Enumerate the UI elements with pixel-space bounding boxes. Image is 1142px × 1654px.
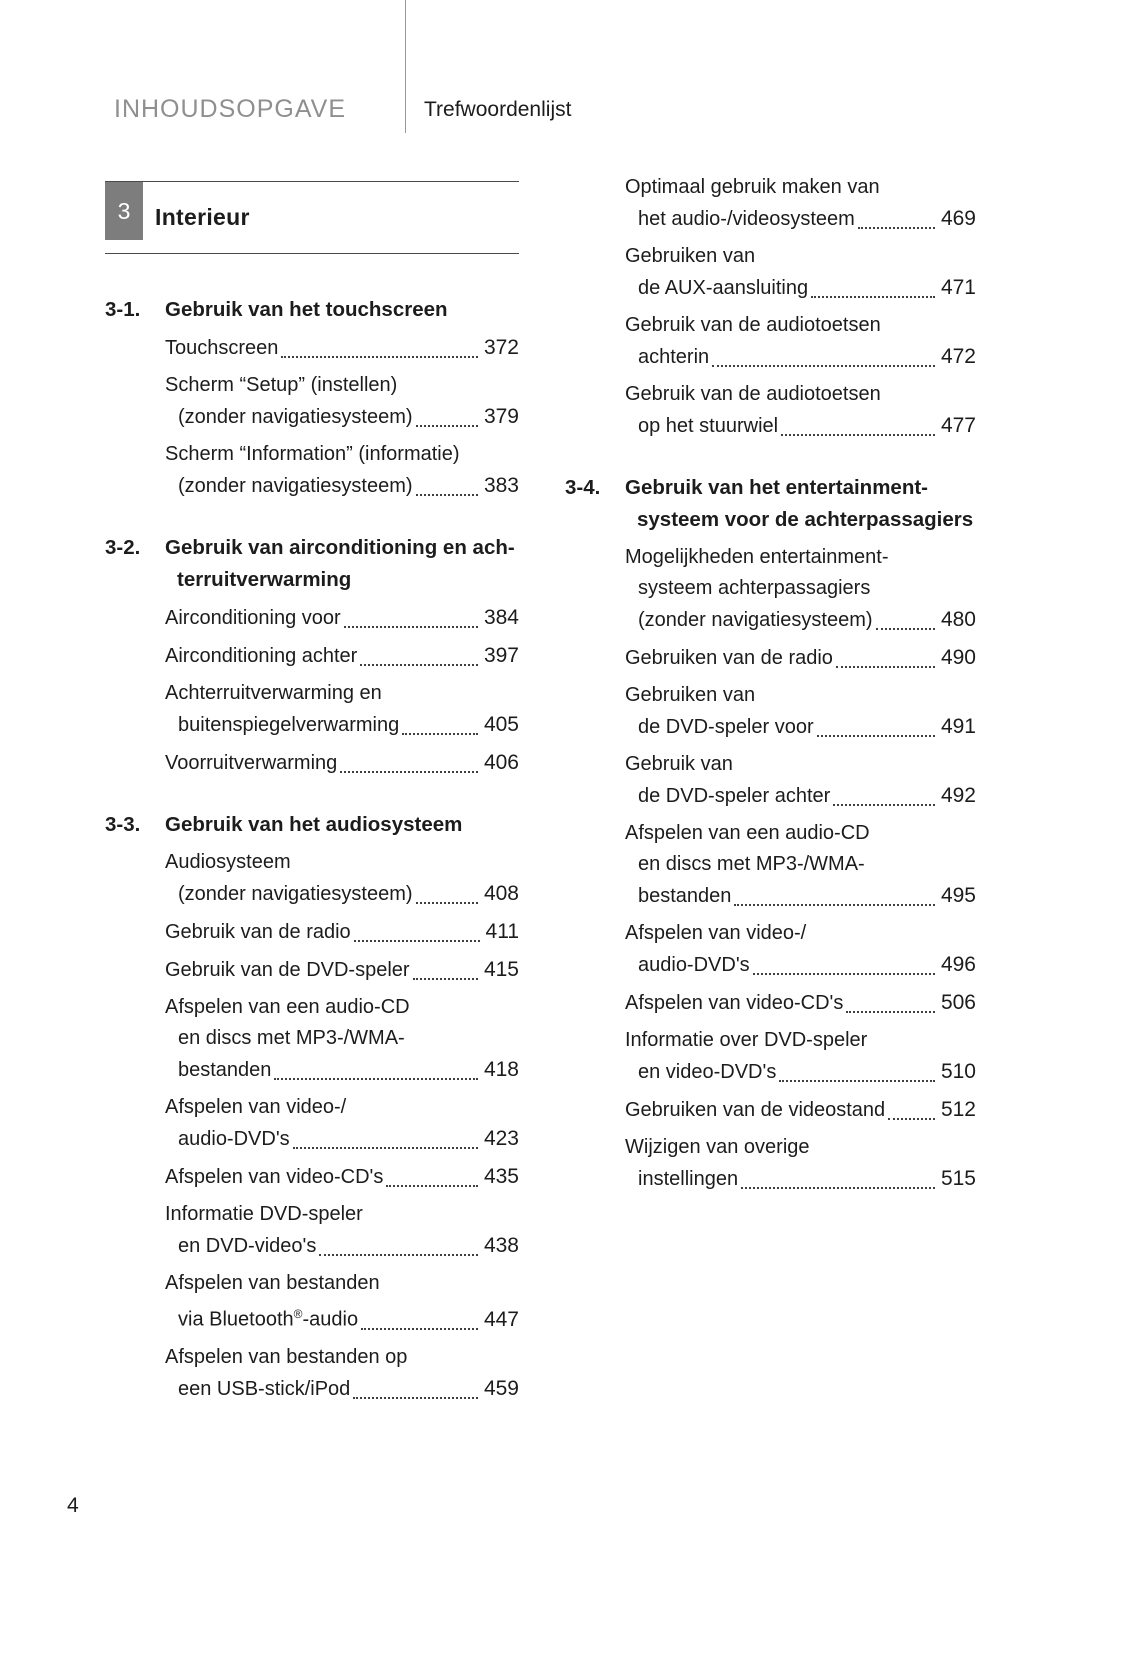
entry-text: de DVD-speler voor — [638, 716, 814, 738]
toc-section — [105, 294, 519, 502]
dot-leader — [846, 987, 935, 1013]
toc-entry — [165, 332, 519, 364]
toc-entry — [165, 439, 519, 502]
entry-text: via Bluetooth®-audio — [178, 1307, 359, 1331]
entry-text: de AUX-aansluiting — [638, 277, 809, 299]
toc-entry — [625, 680, 976, 743]
index-tab-label: Trefwoordenlijst — [424, 98, 572, 121]
dot-leader — [779, 1056, 935, 1082]
section-title-line: Gebruik van het audiosysteem — [165, 813, 463, 836]
entry-text: Informatie DVD-speler — [165, 1203, 363, 1225]
entry-line — [165, 370, 519, 401]
section-title — [165, 532, 515, 596]
dot-leader — [416, 401, 478, 427]
dot-leader — [416, 878, 478, 904]
entry-text: op het stuurwiel — [638, 415, 779, 437]
entry-page-number: 515 — [940, 1167, 976, 1190]
entry-text: en discs met MP3-/WMA- — [178, 1027, 405, 1049]
entry-page-number: 472 — [940, 345, 976, 368]
toc-entry — [165, 678, 519, 741]
toc-entry — [165, 1199, 519, 1262]
entry-text: Gebruiken van — [625, 684, 756, 706]
entry-text: achterin — [638, 346, 710, 368]
entry-text: en DVD-video's — [178, 1235, 317, 1257]
dot-leader — [281, 332, 478, 358]
toc-column-right — [565, 172, 976, 1201]
entry-text: Afspelen van video-/ — [165, 1096, 347, 1118]
entry-line — [638, 849, 976, 880]
entry-page-number: 510 — [940, 1060, 976, 1083]
entry-line — [625, 241, 976, 272]
entry-page-number: 372 — [483, 336, 519, 359]
toc-entry — [165, 602, 519, 634]
entry-line — [638, 410, 976, 442]
entry-page-number: 423 — [483, 1127, 519, 1150]
dot-leader — [353, 1373, 478, 1399]
entry-text: Audiosysteem — [165, 851, 291, 873]
entry-line — [165, 954, 519, 986]
toc-column-left — [105, 181, 519, 1411]
toc-entry — [625, 918, 976, 981]
entry-line — [165, 678, 519, 709]
dot-leader — [344, 602, 478, 628]
dot-leader — [416, 470, 478, 496]
dot-leader — [836, 642, 935, 668]
toc-entry — [625, 642, 976, 674]
entry-line — [625, 1025, 976, 1056]
dot-leader — [361, 1299, 478, 1330]
chapter-number-badge: 3 — [105, 182, 143, 240]
entry-line — [625, 749, 976, 780]
entry-text: en video-DVD's — [638, 1061, 777, 1083]
toc-entry — [165, 1342, 519, 1405]
section-number: 3-4. — [565, 476, 601, 499]
toc-entry — [625, 1025, 976, 1088]
section-title-line: Gebruik van airconditioning en ach- — [165, 536, 515, 559]
dot-leader — [274, 1054, 478, 1080]
entry-text: Airconditioning voor — [165, 607, 341, 629]
entry-text: buitenspiegelverwarming — [178, 714, 400, 736]
toc-entry — [165, 954, 519, 986]
entry-line — [178, 401, 519, 433]
toc-entry — [165, 747, 519, 779]
section-heading — [105, 809, 519, 841]
dot-leader — [386, 1161, 478, 1187]
entry-text: Gebruik van de DVD-speler — [165, 959, 410, 981]
entry-line — [638, 711, 976, 743]
entry-line — [165, 1092, 519, 1123]
toc-section — [105, 809, 519, 1405]
dot-leader — [876, 604, 935, 630]
section-number: 3-1. — [105, 298, 141, 321]
dot-leader — [741, 1163, 935, 1189]
entry-text: systeem achterpassagiers — [638, 577, 871, 599]
section-title — [165, 809, 462, 841]
entry-line — [638, 880, 976, 912]
toc-entry — [165, 847, 519, 910]
dot-leader — [833, 780, 935, 806]
entry-page-number: 512 — [940, 1098, 976, 1121]
section-heading — [105, 294, 519, 326]
entry-page-number: 435 — [483, 1165, 519, 1188]
dot-leader — [781, 410, 935, 436]
entry-line — [165, 747, 519, 779]
entry-page-number: 469 — [940, 207, 976, 230]
entry-line — [178, 1299, 519, 1336]
entry-page-number: 480 — [940, 608, 976, 631]
entry-line — [165, 1342, 519, 1373]
entry-line — [165, 992, 519, 1023]
toc-section — [105, 532, 519, 779]
toc-entry — [165, 1161, 519, 1193]
entry-page-number: 492 — [940, 784, 976, 807]
toc-entry — [625, 818, 976, 912]
entry-line — [625, 310, 976, 341]
header-divider — [405, 0, 406, 133]
section-title — [165, 294, 448, 326]
toc-entry — [625, 379, 976, 442]
entry-line — [165, 1268, 519, 1299]
entry-text: (zonder navigatiesysteem) — [178, 475, 413, 497]
toc-entry — [165, 640, 519, 672]
entry-text: Scherm “Information” (informatie) — [165, 443, 460, 465]
page-header-title: INHOUDSOPGAVE — [114, 95, 347, 123]
entry-line — [638, 949, 976, 981]
entry-text: Optimaal gebruik maken van — [625, 176, 880, 198]
entry-page-number: 491 — [940, 715, 976, 738]
dot-leader — [319, 1230, 478, 1256]
entry-line — [625, 172, 976, 203]
entry-page-number: 415 — [483, 958, 519, 981]
entry-page-number: 471 — [940, 276, 976, 299]
entry-text: een USB-stick/iPod — [178, 1377, 351, 1400]
entry-text: audio-DVD's — [638, 954, 750, 976]
entry-line — [165, 847, 519, 878]
toc-entry — [625, 987, 976, 1019]
dot-leader — [753, 949, 935, 975]
entry-text: Touchscreen — [165, 337, 279, 359]
entry-text: Scherm “Setup” (instellen) — [165, 374, 398, 396]
entry-text: Informatie over DVD-speler — [625, 1029, 868, 1051]
entry-line — [625, 1132, 976, 1163]
toc-entry — [165, 916, 519, 948]
entry-text: Afspelen van video-CD's — [625, 992, 844, 1014]
entry-page-number: 496 — [940, 953, 976, 976]
entry-line — [625, 680, 976, 711]
dot-leader — [360, 640, 478, 666]
entry-line — [625, 818, 976, 849]
toc-entry — [165, 1268, 519, 1336]
entry-line — [625, 918, 976, 949]
section-title-line: systeem voor de achterpassagiers — [637, 508, 974, 531]
toc-entry — [625, 749, 976, 812]
entry-page-number: 397 — [483, 644, 519, 667]
toc-section — [565, 472, 976, 1195]
toc-entry — [625, 542, 976, 636]
entry-text: Voorruitverwarming — [165, 752, 338, 774]
entry-text: Gebruiken van — [625, 245, 756, 267]
entry-text: instellingen — [638, 1168, 739, 1190]
entry-text: Airconditioning achter — [165, 645, 358, 667]
dot-leader — [712, 341, 935, 367]
dot-leader — [811, 272, 935, 298]
entry-page-number: 418 — [483, 1058, 519, 1081]
dot-leader — [402, 709, 478, 735]
entry-line — [165, 640, 519, 672]
section-title-line: Gebruik van het touchscreen — [165, 298, 448, 321]
entry-text: Wijzigen van overige — [625, 1136, 810, 1158]
entry-page-number: 411 — [485, 920, 519, 943]
entry-line — [178, 1054, 519, 1086]
entry-text: audio-DVD's — [178, 1128, 290, 1150]
dot-leader — [354, 916, 480, 942]
entry-page-number: 405 — [483, 713, 519, 736]
entry-line — [638, 604, 976, 636]
entry-line — [178, 1123, 519, 1155]
dot-leader — [340, 747, 478, 773]
entry-text: Achterruitverwarming en — [165, 682, 382, 704]
entry-text: Gebruik van de audiotoetsen — [625, 314, 881, 336]
entry-text: de DVD-speler achter — [638, 785, 831, 807]
dot-leader — [413, 954, 478, 980]
entry-line — [165, 1199, 519, 1230]
section-title-line: Gebruik van het entertainment- — [625, 476, 929, 499]
entry-line — [638, 573, 976, 604]
entry-text: en discs met MP3-/WMA- — [638, 853, 865, 875]
toc-entry — [165, 1092, 519, 1155]
section-heading — [105, 532, 519, 596]
section-number: 3-2. — [105, 536, 141, 559]
section-heading — [565, 472, 976, 536]
entry-line — [625, 379, 976, 410]
entry-text: bestanden — [638, 885, 732, 907]
entry-page-number: 383 — [483, 474, 519, 497]
entry-page-number: 477 — [940, 414, 976, 437]
chapter-heading — [105, 181, 519, 254]
entry-text: Afspelen van bestanden op — [165, 1345, 408, 1368]
entry-text: het audio-/videosysteem — [638, 208, 855, 230]
entry-page-number: 379 — [483, 405, 519, 428]
section-number: 3-3. — [105, 813, 141, 836]
entry-line — [178, 470, 519, 502]
entry-page-number: 447 — [483, 1307, 519, 1331]
entry-line — [178, 1230, 519, 1262]
entry-line — [165, 602, 519, 634]
entry-page-number: 438 — [483, 1234, 519, 1257]
entry-text: Gebruiken van de radio — [625, 647, 833, 669]
entry-line — [165, 332, 519, 364]
section-title-line: terruitverwarming — [177, 568, 352, 591]
entry-line — [638, 1163, 976, 1195]
entry-text: Afspelen van video-CD's — [165, 1166, 384, 1188]
entry-line — [638, 203, 976, 235]
toc-section — [565, 172, 976, 442]
entry-page-number: 408 — [483, 882, 519, 905]
toc-entry — [625, 241, 976, 304]
dot-leader — [817, 711, 935, 737]
entry-text: (zonder navigatiesysteem) — [638, 609, 873, 631]
entry-page-number: 506 — [940, 991, 976, 1014]
section-title — [625, 472, 973, 536]
dot-leader — [293, 1123, 478, 1149]
entry-text: (zonder navigatiesysteem) — [178, 883, 413, 905]
entry-line — [165, 916, 519, 948]
entry-line — [638, 272, 976, 304]
entry-line — [165, 439, 519, 470]
entry-line — [625, 987, 976, 1019]
page-number: 4 — [67, 1494, 79, 1517]
entry-text: (zonder navigatiesysteem) — [178, 406, 413, 428]
entry-text: Gebruik van de radio — [165, 921, 351, 943]
toc-entry — [625, 1094, 976, 1126]
entry-line — [178, 878, 519, 910]
entry-text: Afspelen van bestanden — [165, 1272, 380, 1294]
entry-line — [638, 1056, 976, 1088]
toc-entry — [625, 1132, 976, 1195]
entry-line — [638, 780, 976, 812]
dot-leader — [858, 203, 935, 229]
toc-entry — [165, 992, 519, 1086]
toc-entry — [625, 310, 976, 373]
entry-text: Mogelijkheden entertainment- — [625, 546, 889, 568]
entry-page-number: 459 — [483, 1376, 519, 1400]
entry-page-number: 495 — [940, 884, 976, 907]
entry-page-number: 490 — [940, 646, 976, 669]
entry-line — [638, 341, 976, 373]
toc-entry — [625, 172, 976, 235]
entry-line — [178, 1023, 519, 1054]
entry-text: Afspelen van een audio-CD — [165, 996, 410, 1018]
entry-text: bestanden — [178, 1059, 272, 1081]
dot-leader — [734, 880, 935, 906]
entry-text: Gebruik van de audiotoetsen — [625, 383, 881, 405]
entry-line — [625, 542, 976, 573]
toc-entry — [165, 370, 519, 433]
entry-line — [625, 642, 976, 674]
entry-text: Afspelen van video-/ — [625, 922, 807, 944]
entry-line — [625, 1094, 976, 1126]
entry-line — [165, 1161, 519, 1193]
entry-text: Afspelen van een audio-CD — [625, 822, 870, 844]
chapter-title: Interieur — [155, 204, 250, 230]
entry-text: Gebruik van — [625, 753, 733, 775]
entry-text: Gebruiken van de videostand — [625, 1099, 886, 1121]
entry-line — [178, 1373, 519, 1405]
entry-page-number: 384 — [483, 606, 519, 629]
dot-leader — [888, 1094, 935, 1120]
entry-line — [178, 709, 519, 741]
entry-page-number: 406 — [483, 751, 519, 774]
